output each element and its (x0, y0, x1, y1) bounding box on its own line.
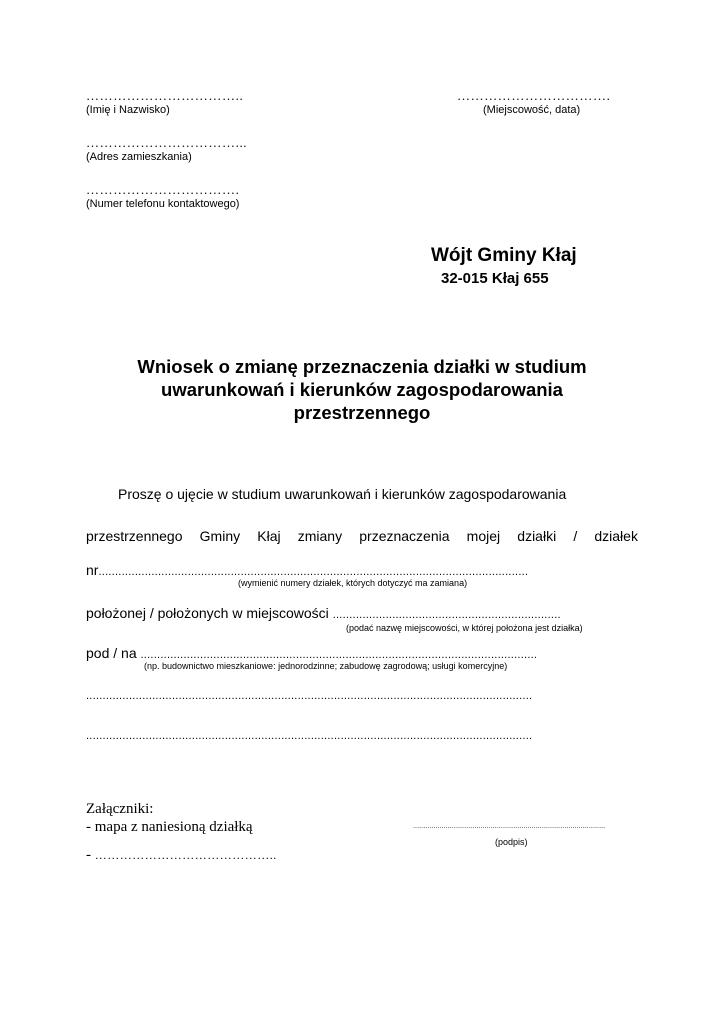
phone-dots: ……………………………. (86, 182, 240, 197)
body-word: działki (517, 528, 557, 544)
plot-number-hint: (wymienić numery działek, których dotyczyć ma zamiana) (238, 578, 468, 588)
signature-label: (podpis) (495, 837, 528, 847)
extra-dots-2: ....................................................................................................................................... (86, 730, 533, 742)
location-label: położonej / położonych w miejscowości (86, 605, 333, 621)
name-dots: …………………………….. (86, 88, 244, 103)
signature-dots: .............................................................................................. (413, 823, 606, 830)
purpose-hint: (np. budownictwo mieszkaniowe: jednorodzinne; zabudowę zagrodową; usługi komercyjne) (144, 661, 508, 671)
address-label: (Adres zamieszkania) (86, 151, 192, 163)
body-word: przestrzennego (86, 528, 183, 544)
extra-line-1 (86, 686, 532, 702)
body-word: przeznaczenia (359, 528, 450, 544)
attachment-item-map: - mapa z naniesioną działką (86, 819, 253, 835)
recipient-name: Wójt Gminy Kłaj (431, 245, 577, 266)
place-date-label: (Miejscowość, data) (483, 104, 581, 116)
location-hint: (podać nazwę miejscowości, w której położona jest działka) (346, 623, 583, 633)
title-line-3: przestrzennego (293, 402, 431, 423)
extra-line-2 (86, 726, 532, 742)
phone-label: (Numer telefonu kontaktowego) (86, 198, 240, 210)
extra-dots-1: ....................................................................................................................................... (86, 690, 533, 702)
purpose-field (86, 645, 537, 661)
attachment-item-blank (86, 847, 277, 864)
attachment-item-dash: - (86, 847, 95, 863)
location-dots: ..................................................................... (332, 609, 561, 621)
purpose-dots: ........................................................................................................................ (140, 649, 538, 661)
address-dots: ……………………………... (86, 135, 248, 150)
recipient-address: 32-015 Kłaj 655 (441, 270, 549, 287)
location-field (86, 605, 561, 621)
title-line-2: uwarunkowań i kierunków zagospodarowania (161, 379, 563, 400)
place-date-dots: ……………………………. (457, 88, 611, 103)
justified-body-line (86, 528, 638, 544)
intro-text: Proszę o ujęcie w studium uwarunkowań i kierunków zagospodarowania (118, 486, 567, 502)
attachments-heading: Załączniki: (86, 801, 154, 817)
body-word: zmiany (297, 528, 343, 544)
title-line-1: Wniosek o zmianę przeznaczenia działki w studium (137, 356, 587, 377)
plot-number-field (86, 562, 528, 578)
body-word: działek (594, 528, 638, 544)
purpose-label: pod / na (86, 645, 141, 661)
body-word: mojej (466, 528, 501, 544)
body-word: Gminy (199, 528, 241, 544)
document-title (86, 355, 638, 424)
plot-number-label: nr (86, 562, 99, 578)
name-label: (Imię i Nazwisko) (86, 104, 170, 116)
body-word: / (573, 528, 578, 544)
attachment-item-dots: …………………………………….. (94, 848, 277, 862)
plot-number-dots: .................................................................................................................................. (98, 566, 529, 578)
body-word: Kłaj (257, 528, 281, 544)
